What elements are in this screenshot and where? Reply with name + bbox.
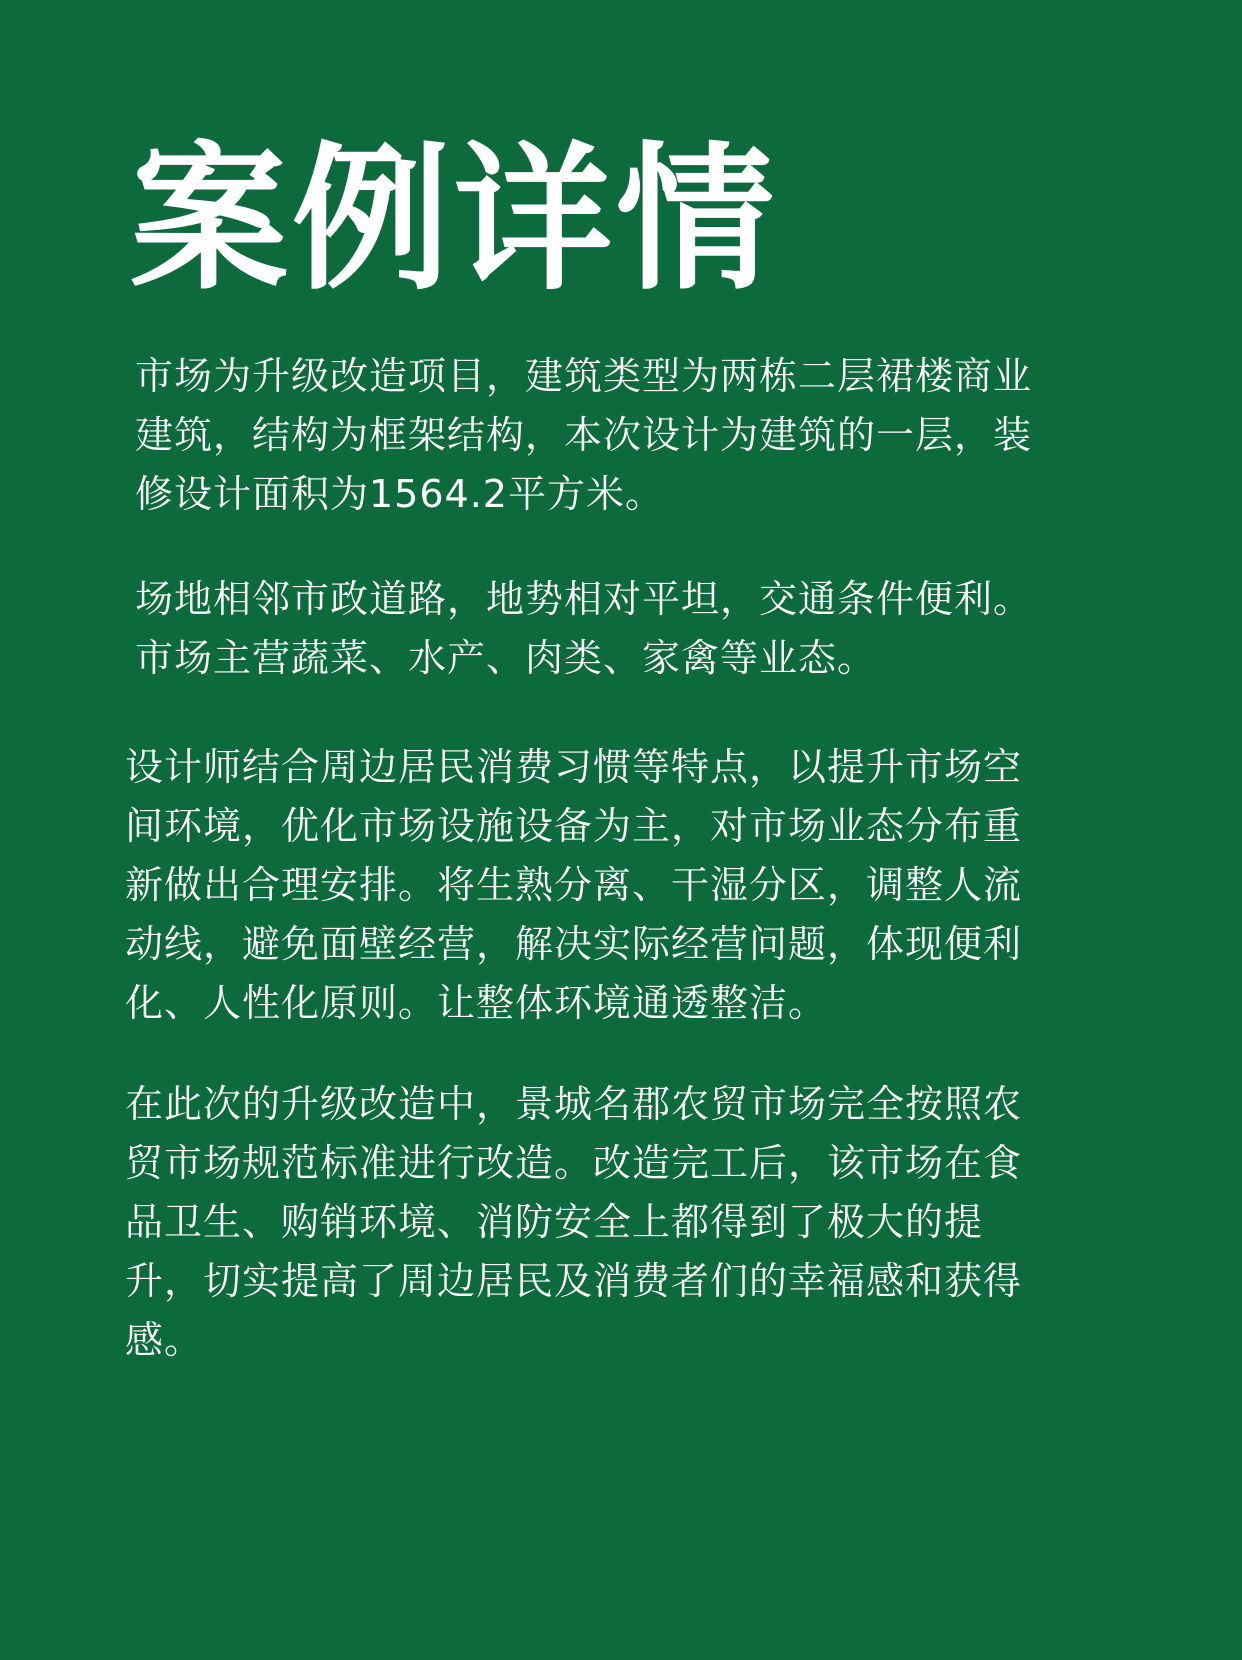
paragraph-line: 升，切实提高了周边居民及消费者们的幸福感和获得 xyxy=(125,1259,1023,1303)
paragraph-line: 间环境，优化市场设施设备为主，对市场业态分布重 xyxy=(125,804,1023,848)
paragraph-line: 品卫生、购销环境、消防安全上都得到了极大的提 xyxy=(125,1200,984,1244)
paragraph-line: 场地相邻市政道路，地势相对平坦，交通条件便利。 xyxy=(135,577,1033,621)
paragraph-line: 感。 xyxy=(125,1318,204,1362)
paragraph-line: 化、人性化原则。让整体环境通透整洁。 xyxy=(125,981,828,1025)
page-title: 案例详情 xyxy=(130,128,778,312)
design-approach-paragraph xyxy=(125,738,1022,1033)
paragraph-line: 修设计面积为1564.2平方米。 xyxy=(135,472,664,516)
paragraph-line: 新做出合理安排。将生熟分离、干湿分区，调整人流 xyxy=(125,863,1023,907)
site-conditions-paragraph xyxy=(135,570,1032,688)
paragraph-line: 在此次的升级改造中，景城名郡农贸市场完全按照农 xyxy=(125,1082,1023,1126)
project-overview-paragraph xyxy=(135,347,1032,524)
paragraph-line: 建筑，结构为框架结构，本次设计为建筑的一层，装 xyxy=(135,413,1033,457)
renovation-result-paragraph xyxy=(125,1075,1022,1370)
paragraph-line: 动线，避免面壁经营，解决实际经营问题，体现便利 xyxy=(125,922,1023,966)
paragraph-line: 市场主营蔬菜、水产、肉类、家禽等业态。 xyxy=(135,636,877,680)
paragraph-line: 设计师结合周边居民消费习惯等特点，以提升市场空 xyxy=(125,745,1023,789)
paragraph-line: 贸市场规范标准进行改造。改造完工后，该市场在食 xyxy=(125,1141,1023,1185)
paragraph-line: 市场为升级改造项目，建筑类型为两栋二层裙楼商业 xyxy=(135,354,1033,398)
